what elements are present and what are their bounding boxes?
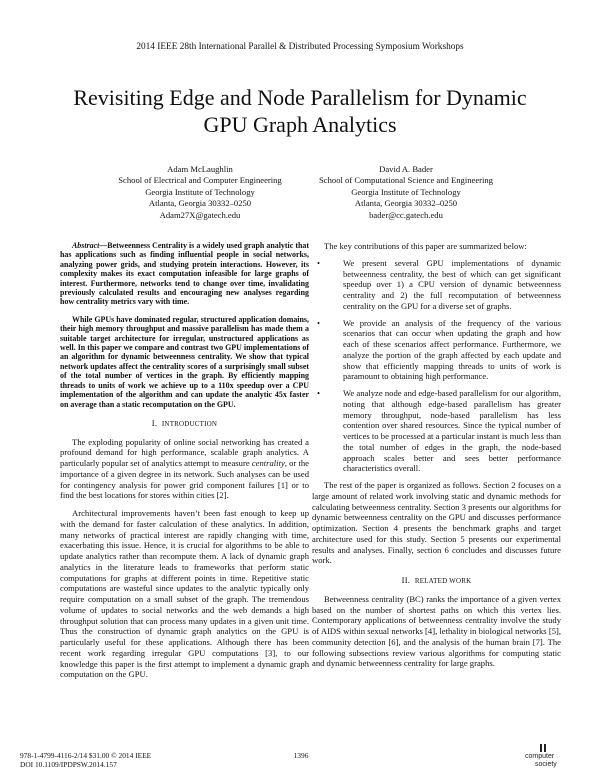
- author-dept: School of Computational Science and Engineering: [319, 175, 493, 186]
- right-column: [312, 241, 561, 669]
- author-block-1: [80, 164, 320, 221]
- bullet-icon: •: [317, 388, 321, 398]
- paper-title: [40, 84, 560, 138]
- page-number: 1396: [293, 751, 309, 760]
- related-paragraph-1: Betweenness centrality (BC) ranks the importance of a given vertex based on the number of shortest paths on which this vertex lies. Contemporary applications of betweenness centrality involve the study of AIDS within sexual networks [4], lethality in biological networks [5], community detection [6], and the analysis of the human brain [7]. The following subsections review various algorithms for computing static and dynamic betweenness centrality for large graphs.: [312, 593, 561, 669]
- author-name: David A. Bader: [379, 164, 433, 174]
- computer-society-logo: [523, 742, 573, 770]
- footer-isbn: 978-1-4799-4116-2/14 $31.00 © 2014 IEEE: [20, 751, 152, 760]
- list-item: • We provide an analysis of the frequency of the various scenarios that can occur when updating the graph and how each of these scenarios affect performance. Furthermore, we analyze the portion of the graph affected by each update and show that efficiently mapping threads to units of work is paramount to obtaining high performance.: [317, 317, 561, 382]
- bullet-icon: •: [317, 257, 321, 268]
- author-city: Atlanta, Georgia 30332–0250: [148, 198, 252, 209]
- logo-text-line-1: computer: [525, 753, 555, 760]
- contributions-list: [312, 258, 561, 474]
- list-item: • We present several GPU implementations of dynamic betweenness centrality, the best of which can get significant speedup over 1) a CPU version of dynamic betweenness centrality and 2) the full recomputation of betweenness centrality on the GPU for a diverse set of graphs.: [317, 257, 561, 311]
- bullet-icon: •: [317, 317, 321, 328]
- abstract-paragraph-1: [60, 241, 309, 307]
- section-heading-introduction: I. INTRODUCTION: [151, 417, 218, 428]
- author-block-2: [286, 164, 526, 221]
- computer-society-logo-icon: [523, 742, 573, 770]
- section-heading-related-work: II. RELATED WORK: [401, 575, 472, 585]
- author-institution: Georgia Institute of Technology: [145, 186, 255, 197]
- logo-text-line-2: society: [535, 761, 557, 768]
- title-line-2: GPU Graph Analytics: [203, 112, 397, 137]
- abstract-text-1: —Betweenness Centrality is a widely used graph analytic that has applications such as finding influential people in social networks, analyzing power grids, and studying protein interactions. However, its complexity makes its exact computation infeasible for large graphs of interest. Furthermore, networks tend to change over time, invalidating previously calculated results and encouraging new analyses regarding how centrality metrics vary with time.: [60, 241, 309, 307]
- author-city: Atlanta, Georgia 30332–0250: [354, 198, 458, 209]
- author-name: Adam McLaughlin: [167, 164, 233, 174]
- author-institution: Georgia Institute of Technology: [351, 186, 461, 197]
- list-item: • We analyze node and edge-based parallelism for our algorithm, noting that although edge-based parallelism has greater memory throughput, node-based parallelism has less contention over shared resources. Since the typical number of vertices to be processed at a particular instant is much less than the total number of edges in the graph, the node-based approach scales better and sees better performance characteristics overall.: [317, 388, 561, 474]
- contributions-intro: The key contributions of this paper are summarized below:: [324, 241, 527, 251]
- intro-paragraph-1: The exploding popularity of online social networking has created a profound demand for high performance, scalable graph analytics. A particularly popular set of analytics attempt to measure centrality, or the importance of a given degree in its network. Such analyses can be used for contingency analysis for power grid component failures [1] or to find the best locations for stores within cities [2].: [60, 436, 309, 501]
- intro-paragraph-2: Architectural improvements haven’t been fast enough to keep up with the demand for faster calculation of these analytics. In addition, many networks of practical interest are rapidly changing with time, exacerbating this issue. Hence, it is crucial for algorithms to be able to update analytics rather than recompute them. A lack of dynamic graph analytics in the literature leads to frameworks that perform static computations for graphs at different points in time. Repetitive static computations are wasteful since updates to the analytic typically only require computation on a small subset of the graph. The tremendous volume of updates to social networks and the web demands a high throughput solution that can process many updates in a given unit time. Thus the construction of dynamic graph analytics on the GPU is particularly useful for these applications. Although there has been recent work regarding irregular GPU computations [3], to our knowledge this paper is the first attempt to implement a dynamic graph computation on the GPU.: [60, 508, 309, 680]
- author-email[interactable]: bader@cc.gatech.edu: [369, 209, 443, 220]
- abstract-label: Abstract: [72, 241, 100, 250]
- title-line-1: Revisiting Edge and Node Parallelism for Dynamic: [73, 85, 527, 110]
- footer-left: [20, 751, 151, 769]
- author-email[interactable]: Adam27X@gatech.edu: [159, 209, 241, 220]
- abstract-paragraph-2: While GPUs have dominated regular, structured application domains, their high memory throughput and massive parallelism has made them a suitable target architecture for irregular, unstructured applications as well. In this paper we compare and contrast two GPU implementations of an algorithm for dynamic betweenness centrality. We show that typical network updates affect the centrality scores of a surprisingly small subset of the total number of vertices in the graph. By efficiently mapping threads to units of work we achieve up to a 110x speedup over a CPU implementation of the algorithm and can update the analytic 45x faster on average than a static recomputation on the GPU.: [60, 314, 309, 409]
- footer-doi: DOI 10.1109/IPDPSW.2014.157: [20, 760, 117, 769]
- organization-paragraph: The rest of the paper is organized as follows. Section 2 focuses on a large amount of related work involving static and dynamic methods for calculating betweenness centrality. Section 3 presents our algorithms for dynamic betweenness centrality on the GPU and discusses performance optimization. Section 4 presents the benchmark graphs and target architecture used for this study. Section 5 presents our experimental results and analyses. Finally, section 6 concludes and discusses future work.: [312, 480, 561, 566]
- author-dept: School of Electrical and Computer Engineering: [118, 175, 282, 186]
- left-column: [60, 241, 309, 680]
- conference-header: 2014 IEEE 28th International Parallel & Distributed Processing Symposium Workshops: [136, 42, 464, 52]
